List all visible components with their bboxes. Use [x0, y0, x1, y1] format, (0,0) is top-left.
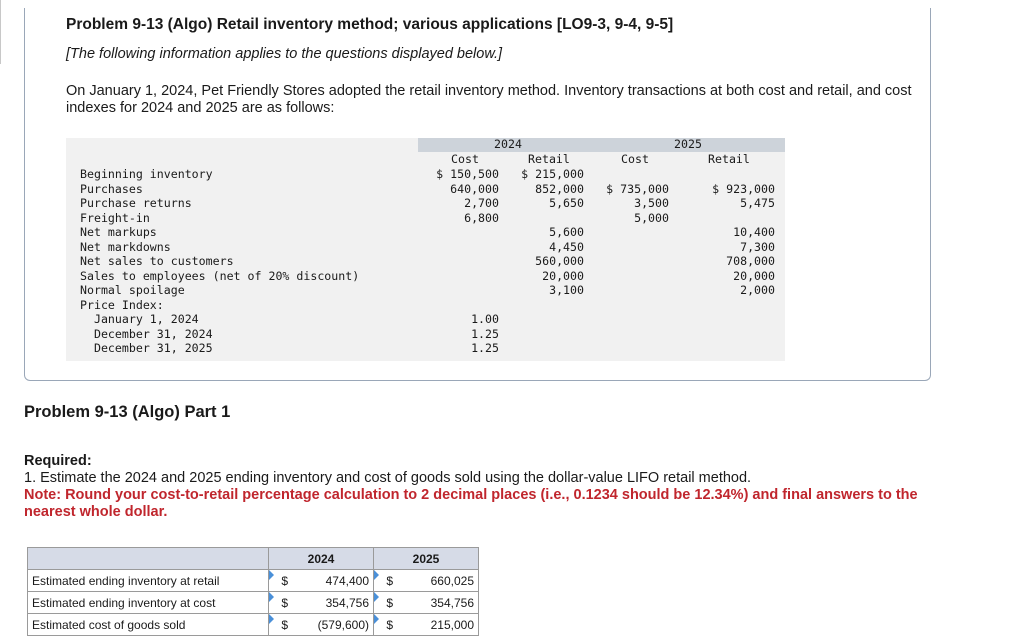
- retail-2024-cell: 3,100: [549, 283, 584, 297]
- retail-2024-cell: $ 215,000: [521, 167, 584, 181]
- answer-table-header: [28, 548, 479, 570]
- col-header-cost-2025: Cost: [621, 152, 649, 166]
- ending-inventory-cost-2025-input[interactable]: 354,756: [406, 592, 479, 614]
- data-row-label: Beginning inventory: [80, 167, 213, 181]
- data-row-label: Freight-in: [80, 210, 150, 225]
- data-row-label: December 31, 2025: [80, 341, 213, 355]
- input-flag-icon: [374, 614, 379, 624]
- input-flag-icon: [374, 570, 379, 580]
- input-flag-icon: [269, 614, 274, 624]
- answer-header-2024: 2024: [269, 548, 374, 570]
- left-edge-divider: [0, 0, 1, 64]
- retail-2024-cell: 5,650: [549, 196, 584, 210]
- cost-2024-cell: 1.00: [471, 312, 499, 326]
- table-row: [28, 592, 479, 614]
- retail-2024-cell: 852,000: [535, 181, 584, 196]
- part-title: Problem 9-13 (Algo) Part 1: [24, 403, 231, 421]
- answer-header-blank: [28, 548, 269, 570]
- table-row: [28, 570, 479, 592]
- year-2025-label: 2025: [674, 137, 702, 151]
- answer-table: [27, 547, 479, 636]
- answer-header-2025: 2025: [374, 548, 479, 570]
- required-instruction: 1. Estimate the 2024 and 2025 ending inventory and cost of goods sold using the dollar-value LIFO retail method.: [24, 470, 752, 486]
- problem-intro: On January 1, 2024, Pet Friendly Stores adopted the retail inventory method. Inventory transactions at both cost and retail, and cost indexes for 2024 and 2025 are as follows:: [66, 83, 912, 116]
- retail-2024-cell: 5,600: [549, 225, 584, 239]
- data-row-label: December 31, 2024: [80, 326, 213, 341]
- dollar-sign: $: [269, 570, 301, 592]
- answer-row-label: Estimated ending inventory at cost: [28, 592, 269, 614]
- data-row-label: Price Index:: [80, 297, 164, 312]
- data-row-label: Normal spoilage: [80, 283, 185, 297]
- retail-2025-cell: $ 923,000: [712, 181, 775, 196]
- data-row-label: Net sales to customers: [80, 254, 234, 268]
- input-flag-icon: [374, 592, 379, 602]
- cost-2024-cell: $ 150,500: [436, 167, 499, 181]
- data-row-label: Net markdowns: [80, 239, 171, 254]
- year-2024-label: 2024: [494, 137, 522, 151]
- data-row-label: Purchases: [80, 181, 143, 196]
- col-header-retail-2025: Retail: [708, 152, 750, 166]
- problem-title: Problem 9-13 (Algo) Retail inventory method; various applications [LO9-3, 9-4, 9-5]: [66, 16, 674, 33]
- cost-2025-cell: 5,000: [634, 210, 669, 225]
- rounding-note: Note: Round your cost-to-retail percentage calculation to 2 decimal places (i.e., 0.1234 should be 12.34%) and final answers to the nearest whole dollar.: [24, 487, 918, 520]
- data-row-label: January 1, 2024: [80, 312, 199, 326]
- dollar-sign: $: [269, 592, 301, 614]
- cost-2024-cell: 2,700: [464, 196, 499, 210]
- dollar-sign: $: [374, 614, 406, 636]
- required-heading: Required:: [24, 453, 92, 469]
- cost-2024-cell: 1.25: [471, 341, 499, 355]
- col-header-cost-2024: Cost: [451, 152, 479, 166]
- col-header-retail-2024: Retail: [528, 152, 570, 166]
- retail-2025-cell: 2,000: [740, 283, 775, 297]
- retail-2024-cell: 20,000: [542, 268, 584, 283]
- dollar-sign: $: [374, 592, 406, 614]
- data-row-label: Purchase returns: [80, 196, 192, 210]
- dollar-sign: $: [374, 570, 406, 592]
- data-row-label: Sales to employees (net of 20% discount): [80, 268, 360, 283]
- ending-inventory-retail-2024-input[interactable]: 474,400: [301, 570, 374, 592]
- retail-2025-cell: 7,300: [740, 239, 775, 254]
- ending-inventory-cost-2024-input[interactable]: 354,756: [301, 592, 374, 614]
- answer-row-label: Estimated cost of goods sold: [28, 614, 269, 636]
- retail-2024-cell: 4,450: [549, 239, 584, 254]
- cost-2024-cell: 1.25: [471, 326, 499, 341]
- retail-2024-cell: 560,000: [535, 254, 584, 268]
- cost-2025-cell: $ 735,000: [606, 181, 669, 196]
- answer-row-label: Estimated ending inventory at retail: [28, 570, 269, 592]
- problem-subtitle: [The following information applies to the questions displayed below.]: [66, 46, 503, 62]
- retail-2025-cell: 708,000: [726, 254, 775, 268]
- ending-inventory-retail-2025-input[interactable]: 660,025: [406, 570, 479, 592]
- retail-2025-cell: 5,475: [740, 196, 775, 210]
- cost-of-goods-sold-2025-input[interactable]: 215,000: [406, 614, 479, 636]
- retail-2025-cell: 20,000: [733, 268, 775, 283]
- table-row: [28, 614, 479, 636]
- cost-of-goods-sold-2024-input[interactable]: (579,600): [301, 614, 374, 636]
- cost-2025-cell: 3,500: [634, 196, 669, 210]
- data-row-label: Net markups: [80, 225, 157, 239]
- cost-2024-cell: 640,000: [450, 181, 499, 196]
- input-flag-icon: [269, 570, 274, 580]
- retail-2025-cell: 10,400: [733, 225, 775, 239]
- cost-2024-cell: 6,800: [464, 210, 499, 225]
- input-flag-icon: [269, 592, 274, 602]
- dollar-sign: $: [269, 614, 301, 636]
